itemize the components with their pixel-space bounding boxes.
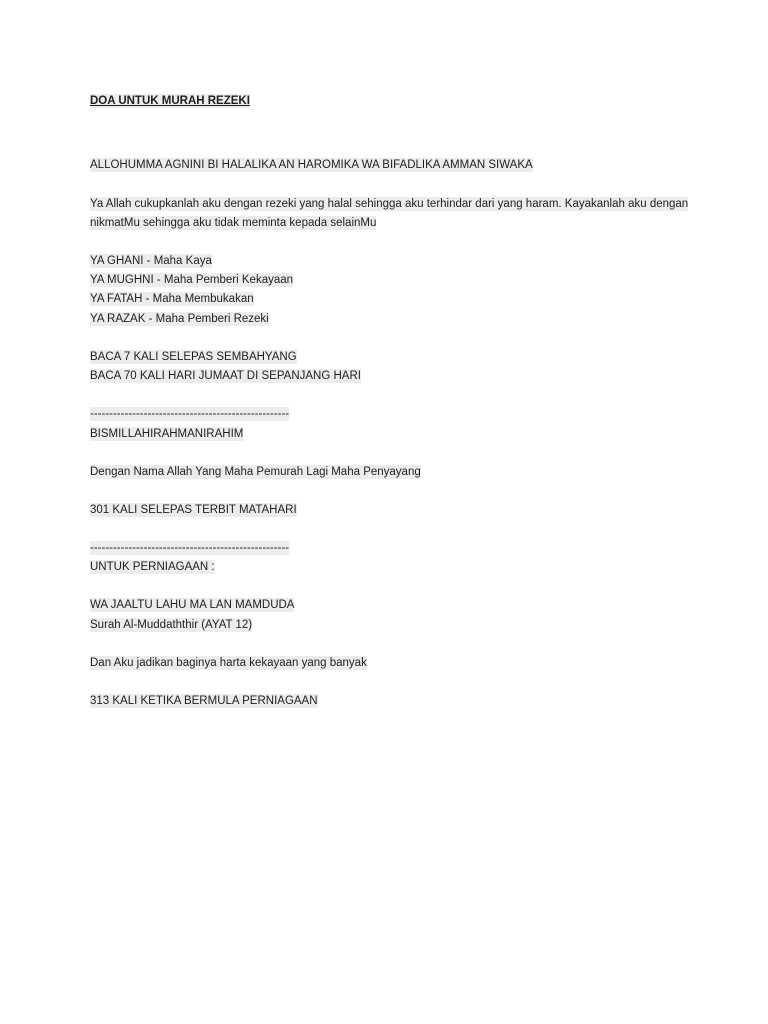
name-item: YA RAZAK - Maha Pemberi Rezeki bbox=[90, 313, 269, 325]
business-surah: Surah Al-Muddaththir (AYAT 12) bbox=[90, 619, 253, 631]
bismillah-meaning: Dengan Nama Allah Yang Maha Pemurah Lagi Maha Penyayang bbox=[90, 466, 421, 478]
document-title: DOA UNTUK MURAH REZEKI bbox=[90, 95, 250, 107]
name-item: YA GHANI - Maha Kaya bbox=[90, 255, 212, 267]
bismillah: BISMILLAHIRAHMANIRAHIM bbox=[90, 428, 244, 440]
instruction-line: BACA 70 KALI HARI JUMAAT DI SEPANJANG HARI bbox=[90, 370, 361, 382]
separator-line: ---------------------------------------------------- bbox=[90, 408, 290, 420]
doa-meaning-line-2: nikmatMu sehingga aku tidak meminta kepada selainMu bbox=[90, 217, 377, 229]
business-verse: WA JAALTU LAHU MA LAN MAMDUDA bbox=[90, 599, 295, 611]
business-heading: UNTUK PERNIAGAAN : bbox=[90, 561, 215, 573]
name-item: YA MUGHNI - Maha Pemberi Kekayaan bbox=[90, 274, 294, 286]
name-item: YA FATAH - Maha Membukakan bbox=[90, 293, 254, 305]
business-meaning: Dan Aku jadikan baginya harta kekayaan yang banyak bbox=[90, 657, 367, 669]
bismillah-instruction: 301 KALI SELEPAS TERBIT MATAHARI bbox=[90, 504, 297, 516]
business-instruction: 313 KALI KETIKA BERMULA PERNIAGAAN bbox=[90, 695, 318, 707]
doa-meaning-line-1: Ya Allah cukupkanlah aku dengan rezeki yang halal sehingga aku terhindar dari yang haram. Kayakanlah aku dengan bbox=[90, 198, 689, 210]
doa-arabic: ALLOHUMMA AGNINI BI HALALIKA AN HAROMIKA WA BIFADLIKA AMMAN SIWAKA bbox=[90, 159, 533, 171]
separator-line: ---------------------------------------------------- bbox=[90, 542, 290, 554]
instruction-line: BACA 7 KALI SELEPAS SEMBAHYANG bbox=[90, 351, 297, 363]
